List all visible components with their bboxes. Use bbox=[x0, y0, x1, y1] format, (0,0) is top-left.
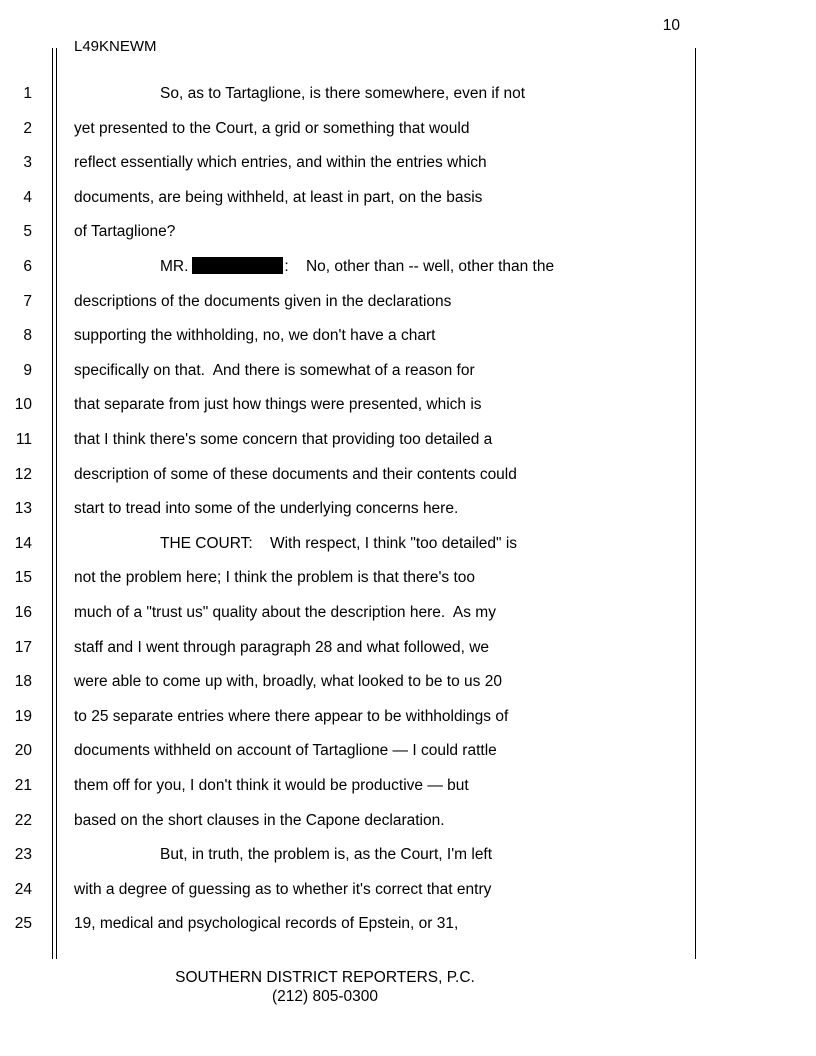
transcript-line bbox=[0, 843, 700, 867]
line-text: documents, are being withheld, at least in part, on the basis bbox=[74, 188, 483, 206]
line-number: 1 bbox=[23, 85, 32, 102]
transcript-line bbox=[0, 324, 700, 348]
transcript-line bbox=[0, 220, 700, 244]
line-text: them off for you, I don't think it would be productive — but bbox=[74, 777, 469, 794]
line-number: 11 bbox=[15, 431, 32, 448]
reporter-name: SOUTHERN DISTRICT REPORTERS, P.C. bbox=[175, 969, 475, 986]
line-number: 12 bbox=[14, 465, 32, 483]
line-text: that I think there's some concern that providing too detailed a bbox=[74, 431, 493, 448]
line-text: documents withheld on account of Tartaglione — I could rattle bbox=[74, 742, 497, 760]
line-number: 3 bbox=[23, 154, 32, 172]
line-text bbox=[160, 255, 775, 279]
line-text: THE COURT: With respect, I think "too detailed" is bbox=[160, 534, 518, 552]
line-text: with a degree of guessing as to whether it's correct that entry bbox=[74, 880, 492, 898]
line-text: So, as to Tartaglione, is there somewhere, even if not bbox=[160, 85, 526, 102]
transcript-line bbox=[0, 359, 700, 383]
transcript-line bbox=[0, 670, 700, 694]
line-number: 10 bbox=[14, 396, 32, 414]
line-number: 15 bbox=[14, 569, 32, 587]
line-number: 6 bbox=[23, 258, 32, 275]
transcript-line bbox=[0, 428, 700, 452]
line-text: based on the short clauses in the Capone declaration. bbox=[74, 811, 445, 829]
line-number: 20 bbox=[14, 742, 32, 760]
transcript-line bbox=[0, 774, 700, 798]
transcript-line bbox=[0, 393, 700, 417]
line-number: 19 bbox=[14, 707, 32, 725]
page-footer bbox=[0, 968, 650, 1006]
line-number: 18 bbox=[14, 673, 32, 691]
line-number: 23 bbox=[14, 846, 32, 864]
transcript-line bbox=[0, 186, 700, 210]
transcript-line bbox=[0, 463, 700, 487]
line-number: 2 bbox=[23, 119, 32, 137]
line-text: yet presented to the Court, a grid or something that would bbox=[74, 119, 470, 137]
transcript-line bbox=[0, 566, 700, 590]
line-text: staff and I went through paragraph 28 and what followed, we bbox=[74, 638, 490, 656]
line-number: 25 bbox=[14, 915, 32, 933]
line-number: 16 bbox=[14, 604, 32, 621]
transcript-line bbox=[0, 82, 700, 106]
line-number: 21 bbox=[14, 777, 32, 794]
line-text: reflect essentially which entries, and within the entries which bbox=[74, 154, 487, 172]
transcript-line bbox=[0, 878, 700, 902]
transcript-line bbox=[0, 912, 700, 936]
transcript-line bbox=[0, 739, 700, 763]
transcript-line bbox=[0, 255, 700, 279]
line-text: supporting the withholding, no, we don't have a chart bbox=[74, 327, 436, 345]
speaker-text: : No, other than -- well, other than the bbox=[284, 258, 555, 275]
reporter-phone: (212) 805-0300 bbox=[272, 988, 378, 1005]
transcript-line bbox=[0, 151, 700, 175]
line-text: descriptions of the documents given in the declarations bbox=[74, 292, 452, 310]
transcript-line bbox=[0, 532, 700, 556]
line-number: 13 bbox=[14, 500, 32, 518]
line-number: 17 bbox=[14, 638, 32, 656]
transcript-line bbox=[0, 601, 700, 625]
line-text: specifically on that. And there is somewhat of a reason for bbox=[74, 361, 475, 379]
line-number: 7 bbox=[23, 292, 32, 310]
line-text: But, in truth, the problem is, as the Court, I'm left bbox=[160, 846, 493, 864]
line-text: start to tread into some of the underlying concerns here. bbox=[74, 500, 459, 518]
line-number: 9 bbox=[23, 361, 32, 379]
line-text: much of a "trust us" quality about the description here. As my bbox=[74, 604, 496, 621]
line-text: not the problem here; I think the problem is that there's too bbox=[74, 569, 476, 587]
transcript-line bbox=[0, 809, 700, 833]
redaction-block bbox=[192, 257, 283, 274]
line-text: to 25 separate entries where there appear to be withholdings of bbox=[74, 707, 509, 725]
line-number: 4 bbox=[23, 188, 32, 206]
line-text: of Tartaglione? bbox=[74, 223, 176, 241]
line-text: 19, medical and psychological records of Epstein, or 31, bbox=[74, 915, 459, 933]
transcript-line bbox=[0, 117, 700, 141]
speaker-prefix: MR. bbox=[160, 258, 189, 275]
transcript-line bbox=[0, 497, 700, 521]
page-number: 10 bbox=[662, 17, 680, 34]
line-number: 14 bbox=[14, 534, 32, 552]
line-text: that separate from just how things were presented, which is bbox=[74, 396, 482, 414]
line-text: description of some of these documents and their contents could bbox=[74, 465, 517, 483]
line-number: 22 bbox=[14, 811, 32, 829]
case-id: L49KNEWM bbox=[74, 38, 157, 55]
transcript-line bbox=[0, 290, 700, 314]
line-number: 5 bbox=[23, 223, 32, 241]
line-number: 8 bbox=[23, 327, 32, 345]
line-text: were able to come up with, broadly, what looked to be to us 20 bbox=[74, 673, 502, 691]
line-number: 24 bbox=[14, 880, 32, 898]
transcript-line bbox=[0, 705, 700, 729]
transcript-line bbox=[0, 636, 700, 660]
